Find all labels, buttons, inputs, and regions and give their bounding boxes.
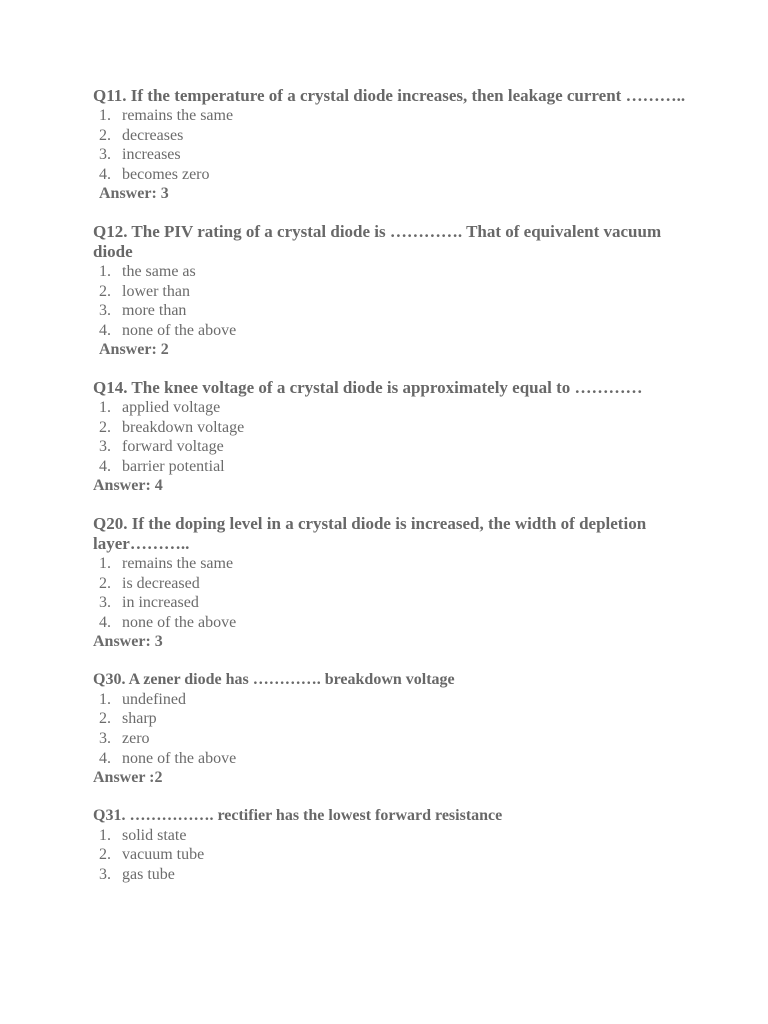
question-text: Q11. If the temperature of a crystal diode increases, then leakage current ………..: [93, 86, 686, 105]
option-number: 4.: [99, 321, 111, 339]
option-item: [93, 262, 693, 282]
option-text: more than: [122, 302, 187, 320]
option-item: [93, 437, 693, 457]
option-item: [93, 826, 693, 846]
option-text: the same as: [122, 262, 196, 280]
option-text: none of the above: [122, 749, 237, 767]
option-item: [93, 457, 693, 477]
option-text: sharp: [122, 710, 157, 728]
option-number: 4.: [99, 613, 111, 631]
answer-text: Answer: 4: [93, 477, 163, 495]
option-number: 1.: [99, 554, 111, 572]
option-text: remains the same: [122, 107, 234, 124]
options-list: [93, 826, 693, 885]
question-q31: [93, 806, 693, 885]
option-text: none of the above: [122, 613, 237, 631]
option-text: lower than: [122, 282, 190, 300]
option-number: 2.: [99, 846, 111, 864]
option-number: 3.: [99, 594, 111, 612]
option-item: [93, 145, 693, 165]
option-number: 1.: [99, 262, 111, 280]
option-number: 1.: [99, 107, 111, 124]
option-item: [93, 749, 693, 769]
question-text: Q14. The knee voltage of a crystal diode is approximately equal to …………: [93, 377, 643, 397]
option-item: [93, 613, 693, 633]
option-text: solid state: [122, 826, 187, 844]
option-item: [93, 574, 693, 594]
option-text: is decreased: [122, 574, 200, 592]
answer-text: Answer: 2: [99, 341, 169, 359]
option-text: becomes zero: [122, 165, 210, 183]
options-list: [93, 690, 693, 768]
option-item: [93, 593, 693, 613]
option-number: 4.: [99, 749, 111, 767]
option-number: 2.: [99, 418, 111, 436]
answer-text: Answer: 3: [99, 185, 169, 203]
question-q12: [93, 222, 693, 360]
option-number: 4.: [99, 165, 111, 183]
answer-text: Answer: 3: [93, 633, 163, 651]
option-item: [93, 165, 693, 185]
question-q20: [93, 514, 693, 652]
option-number: 4.: [99, 457, 111, 475]
option-number: 2.: [99, 574, 111, 592]
option-item: [93, 398, 693, 418]
question-q14: [93, 378, 693, 496]
option-number: 3.: [99, 302, 111, 320]
question-q30: [93, 670, 693, 788]
question-text: Q31. ……………. rectifier has the lowest forward resistance: [93, 806, 503, 824]
option-item: [93, 282, 693, 302]
option-text: gas tube: [122, 866, 175, 884]
option-number: 2.: [99, 710, 111, 728]
option-number: 3.: [99, 730, 111, 748]
option-item: [93, 554, 693, 574]
option-text: decreases: [122, 126, 184, 144]
option-number: 1.: [99, 690, 111, 708]
option-text: in increased: [122, 594, 199, 612]
option-text: vacuum tube: [122, 846, 205, 864]
option-text: none of the above: [122, 321, 237, 339]
option-item: [93, 418, 693, 438]
option-item: [93, 845, 693, 865]
option-item: [93, 301, 693, 321]
options-list: [93, 398, 693, 476]
document-page: [93, 86, 693, 903]
option-item: [93, 690, 693, 710]
answer-text: Answer :2: [93, 769, 163, 787]
option-item: [93, 126, 693, 146]
option-number: 3.: [99, 866, 111, 884]
option-text: zero: [122, 730, 150, 748]
option-text: forward voltage: [122, 438, 224, 456]
option-text: remains the same: [122, 554, 234, 572]
option-number: 2.: [99, 126, 111, 144]
option-item: [93, 106, 693, 126]
option-number: 1.: [99, 398, 111, 416]
option-text: breakdown voltage: [122, 418, 245, 436]
options-list: [93, 106, 693, 184]
option-item: [93, 729, 693, 749]
question-q11: [93, 86, 693, 204]
option-text: increases: [122, 146, 181, 164]
question-text: Q30. A zener diode has …………. breakdown voltage: [93, 670, 455, 688]
option-number: 2.: [99, 282, 111, 300]
option-number: 1.: [99, 826, 111, 844]
options-list: [93, 554, 693, 632]
option-text: barrier potential: [122, 457, 225, 475]
option-item: [93, 865, 693, 885]
option-number: 3.: [99, 146, 111, 164]
question-text: Q12. The PIV rating of a crystal diode is …………. That of equivalent vacuum diode: [93, 221, 662, 261]
option-text: undefined: [122, 690, 186, 708]
option-text: applied voltage: [122, 398, 221, 416]
option-item: [93, 709, 693, 729]
options-list: [93, 262, 693, 340]
option-number: 3.: [99, 438, 111, 456]
question-text: Q20. If the doping level in a crystal diode is increased, the width of depletion layer………..: [93, 513, 647, 553]
option-item: [93, 321, 693, 341]
